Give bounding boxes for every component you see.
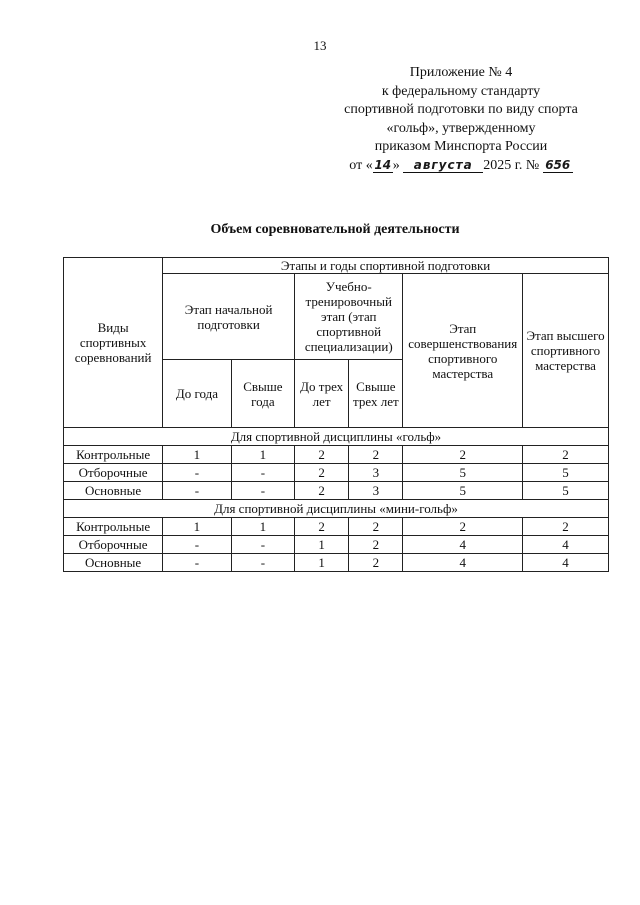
date-mid: » — [392, 157, 400, 173]
table-cell: 2 — [349, 446, 403, 464]
table-cell: 2 — [349, 554, 403, 572]
table-cell: - — [231, 482, 294, 500]
appendix-line: «гольф», утвержденному — [386, 120, 536, 136]
table-cell: 4 — [403, 554, 523, 572]
table-row — [64, 554, 609, 572]
order-date-line — [330, 157, 592, 176]
table-cell: 2 — [403, 518, 523, 536]
table-cell: - — [163, 482, 232, 500]
table-cell: 3 — [349, 464, 403, 482]
table-cell: 4 — [523, 554, 609, 572]
table-cell: - — [231, 536, 294, 554]
table-cell: 1 — [295, 536, 349, 554]
competition-type: Контрольные — [64, 446, 163, 464]
appendix-line: к федеральному стандарту — [381, 83, 541, 99]
table-cell: - — [231, 554, 294, 572]
table-cell: 2 — [295, 482, 349, 500]
table-cell: 4 — [403, 536, 523, 554]
table-cell: 2 — [295, 464, 349, 482]
subheader-training-up-to-three: До трех лет — [295, 360, 349, 428]
competition-type: Контрольные — [64, 518, 163, 536]
page-number: 13 — [313, 38, 327, 53]
document-title: Объем соревновательной деятельности — [210, 222, 460, 237]
date-prefix: от « — [349, 157, 373, 173]
table-cell: 2 — [523, 446, 609, 464]
section-title-mini-golf: Для спортивной дисциплины «мини-гольф» — [64, 500, 609, 518]
row-header-cell: Виды спортивных соревнований — [64, 258, 163, 428]
table-cell: 5 — [523, 482, 609, 500]
stage-improvement-header: Этап совершенствования спортивного мастерства — [403, 274, 523, 428]
section-title-golf: Для спортивной дисциплины «гольф» — [64, 428, 609, 446]
table-cell: 3 — [349, 482, 403, 500]
table-cell: 2 — [349, 518, 403, 536]
stage-highest-header: Этап высшего спортивного мастерства — [523, 274, 609, 428]
competition-type: Отборочные — [64, 464, 163, 482]
table-row — [64, 464, 609, 482]
group-header-cell: Этапы и годы спортивной подготовки — [163, 258, 609, 274]
appendix-line: приказом Минспорта России — [374, 139, 548, 154]
table-cell: 1 — [295, 554, 349, 572]
stage-training-header: Учебно-тренировочный этап (этап спортивной специализации) — [295, 274, 403, 360]
competition-volume-table — [63, 257, 609, 572]
table-cell: 1 — [231, 518, 294, 536]
competition-type: Отборочные — [64, 536, 163, 554]
table-cell: - — [163, 536, 232, 554]
appendix-line: Приложение № 4 — [409, 65, 513, 80]
subheader-initial-over-year: Свыше года — [231, 360, 294, 428]
table-cell: 2 — [295, 518, 349, 536]
date-year: 2025 г. № — [483, 157, 540, 173]
table-cell: 4 — [523, 536, 609, 554]
handwritten-order-number: 656 — [543, 159, 573, 173]
table-cell: 2 — [349, 536, 403, 554]
table-row — [64, 482, 609, 500]
table-row — [64, 518, 609, 536]
table-cell: - — [163, 554, 232, 572]
appendix-line: спортивной подготовки по виду спорта — [344, 102, 578, 117]
stage-initial-header: Этап начальной подготовки — [163, 274, 295, 360]
subheader-training-over-three: Свыше трех лет — [349, 360, 403, 428]
competition-type: Основные — [64, 482, 163, 500]
table-cell: - — [231, 464, 294, 482]
table-cell: - — [163, 464, 232, 482]
appendix-block — [330, 64, 592, 175]
table-cell: 2 — [403, 446, 523, 464]
table-cell: 1 — [163, 446, 232, 464]
table-cell: 1 — [231, 446, 294, 464]
table-row — [64, 536, 609, 554]
table-cell: 2 — [523, 518, 609, 536]
table-cell: 5 — [403, 482, 523, 500]
table-cell: 5 — [523, 464, 609, 482]
subheader-initial-up-to-year: До года — [163, 360, 232, 428]
table-cell: 2 — [295, 446, 349, 464]
table-cell: 5 — [403, 464, 523, 482]
table-row — [64, 446, 609, 464]
table-cell: 1 — [163, 518, 232, 536]
handwritten-month: августа — [403, 159, 483, 173]
competition-type: Основные — [64, 554, 163, 572]
handwritten-day: 14 — [374, 157, 392, 172]
